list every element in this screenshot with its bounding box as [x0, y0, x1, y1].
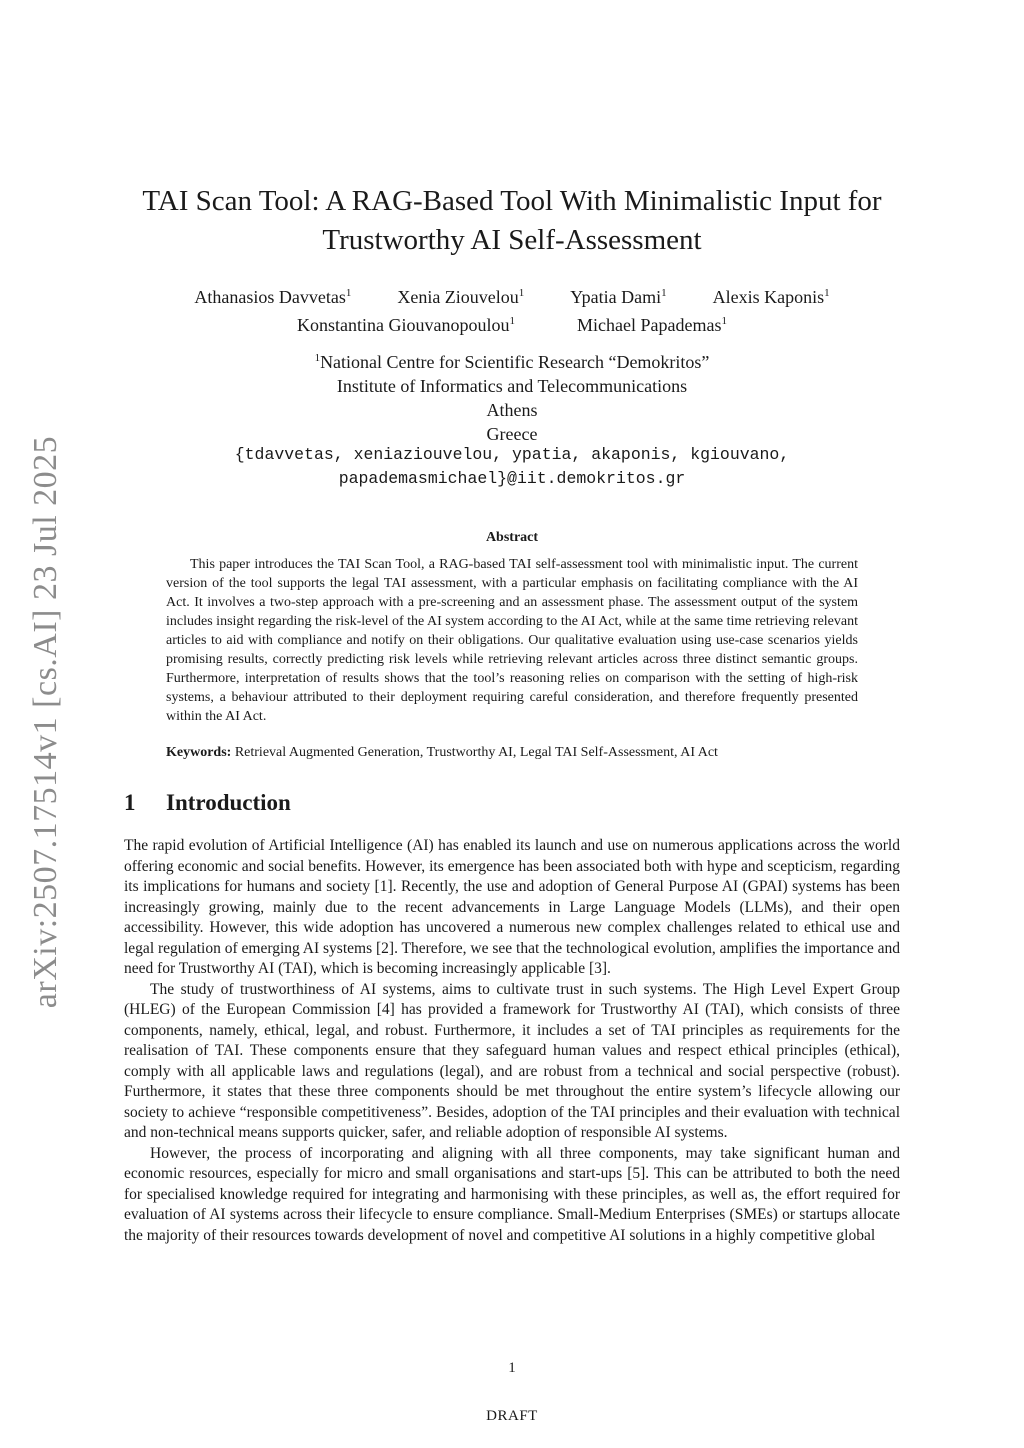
author: Ypatia Dami$^1$: [570, 287, 667, 307]
author: Konstantina Giouvanopoulou$^1$: [297, 315, 516, 335]
page-number: 1: [508, 1360, 516, 1376]
paragraph: However, the process of incorporating and aligning with all three components, may take significant human and economic resources, especially for micro and small organisations and start-ups [5]. This can be attributed to both the need for specialised knowledge required for integrating and harmonising with these principles, as well as, the effort required for evaluation of AI systems across their lifecycle to ensure compliance. Small-Medium Enterprises (SMEs) or startups allocate the majority of their resources towards development of novel and competitive AI solutions in a highly competitive global: [124, 1144, 900, 1244]
author: Michael Papademas$^1$: [577, 315, 727, 335]
author-row-1: [112, 281, 912, 309]
author-emails: [112, 443, 912, 491]
email-line-1: {tdavvetas, xeniaziouvelou, ypatia, akaponis, kgiouvano,: [234, 445, 790, 464]
author: Xenia Ziouvelou$^1$: [397, 287, 525, 307]
author-list: [112, 281, 912, 337]
introduction-body: [124, 836, 900, 1246]
section-heading-introduction: [124, 790, 291, 816]
arxiv-identifier-stamp: arXiv:2507.17514v1 [cs.AI] 23 Jul 2025: [27, 435, 64, 1009]
author: Athanasios Davvetas$^1$: [194, 287, 352, 307]
title-line-1: TAI Scan Tool: A RAG-Based Tool With Minimalistic Input for: [142, 185, 882, 217]
keywords-text: Retrieval Augmented Generation, Trustworthy AI, Legal TAI Self-Assessment, AI Act: [234, 745, 718, 760]
author: Alexis Kaponis$^1$: [712, 287, 830, 307]
section-number: 1: [124, 790, 136, 815]
paragraph: The study of trustworthiness of AI systems, aims to cultivate trust in such systems. The High Level Expert Group (HLEG) of the European Commission [4] has provided a framework for Trustworthy AI (TAI), which consists of three components, namely, ethical, legal, and robust. Furthermore, it includes a set of TAI principles as requirements for the realisation of TAI. These components ensure that they safeguard human values and respect ethical principles (ethical), comply with all applicable laws and regulations (legal), and are robust from a technical and social perspective (robust). Furthermore, it states that these three components should be met throughout the entire system’s lifecycle allowing our society to achieve “responsible competitiveness”. Besides, adoption of the TAI principles and their evaluation with technical and non-technical means supports quicker, safer, and reliable adoption of responsible AI systems.: [124, 980, 900, 1141]
title-line-2: Trustworthy AI Self-Assessment: [322, 224, 702, 256]
author-row-2: [112, 309, 912, 337]
abstract-heading: Abstract: [485, 530, 539, 545]
paper-title: [112, 182, 912, 260]
abstract-text: This paper introduces the TAI Scan Tool, a RAG-based TAI self-assessment tool with minimalistic input. The current version of the tool supports the legal TAI assessment, with a particular emphasis on facilitating compliance with the AI Act. It involves a two-step approach with a pre-screening and an assessment phase. The assessment output of the system includes insight regarding the risk-level of the AI system according to the AI Act, while at the same time retrieving relevant articles to aid with compliance and notify on their obligations. Our qualitative evaluation using use-case scenarios yields promising results, correctly predicting risk levels while retrieving relevant articles across three distinct semantic groups. Furthermore, interpretation of results shows that the tool’s reasoning relies on comparison with the setting of high-risk systems, a behaviour attributed to their deployment requiring careful consideration, and therefore frequently presented within the AI Act.: [166, 557, 858, 724]
affiliation-line-1: $^1$National Centre for Scientific Research “Demokritos”: [314, 352, 710, 372]
affiliation-line-3: Athens: [486, 400, 538, 420]
email-line-2: papademasmichael}@iit.demokritos.gr: [338, 469, 686, 488]
section-title: Introduction: [166, 790, 291, 815]
affiliation-line-2: Institute of Informatics and Telecommunications: [336, 376, 688, 396]
keywords-label: Keywords:: [166, 745, 232, 760]
affiliation-block: [112, 346, 912, 446]
draft-footer: DRAFT: [486, 1408, 538, 1424]
affiliation-line-4: Greece: [486, 424, 538, 444]
paragraph: The rapid evolution of Artificial Intelligence (AI) has enabled its launch and use on numerous applications across the world offering economic and social benefits. However, its emergence has been associated both with hype and scepticism, regarding its implications for humans and society [1]. Recently, the use and adoption of General Purpose AI (GPAI) systems has been increasingly growing, mainly due to the recent advancements in Large Language Models (LLMs), and their open accessibility. However, this wide adoption has uncovered a numerous new complex challenges related to ethical use and legal regulation of emerging AI systems [2]. Therefore, we see that the technological evolution, amplifies the importance and need for Trustworthy AI (TAI), which is becoming increasingly applicable [3].: [124, 837, 900, 977]
keywords: [166, 743, 858, 762]
